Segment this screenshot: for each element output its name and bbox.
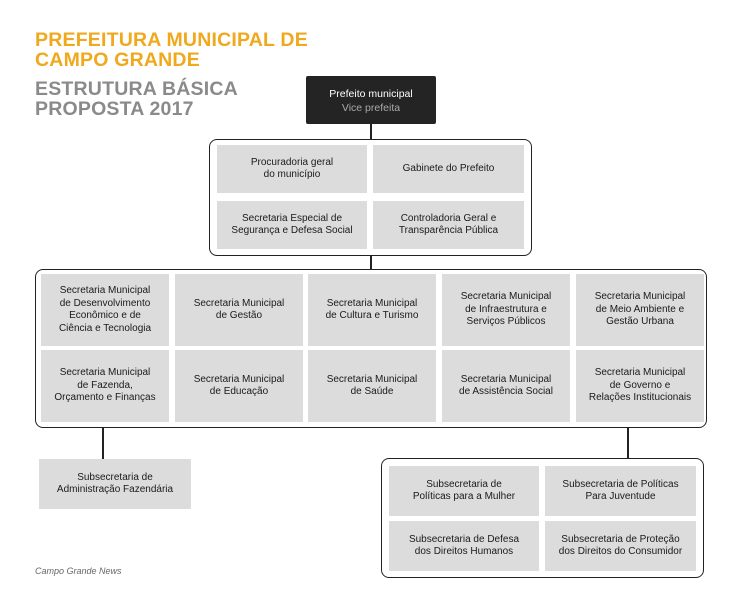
vice-mayor-title: Vice prefeita	[341, 102, 401, 114]
box-label: Gabinete do Prefeito	[402, 162, 495, 174]
box-label: Subsecretaria de Administração Fazendária	[56, 471, 174, 495]
page-subtitle	[35, 79, 238, 119]
box-label: Controladoria Geral e Transparência Pública	[398, 212, 499, 236]
connector-mayor-cabinet	[370, 124, 372, 140]
secretariat-box	[175, 274, 303, 346]
box-label: Secretaria Especial de Segurança e Defesa Social	[231, 212, 353, 236]
title-line-2: CAMPO GRANDE	[35, 49, 200, 71]
source-credit: Campo Grande News	[35, 566, 122, 576]
box-label: Subsecretaria de Políticas Para Juventude	[562, 478, 679, 502]
box-label: Secretaria Municipal de Saúde	[326, 373, 418, 397]
cabinet-box	[217, 145, 367, 193]
box-label: Secretaria Municipal de Fazenda, Orçamento e Finanças	[54, 367, 156, 404]
box-label: Subsecretaria de Proteção dos Direitos do Consumidor	[558, 533, 683, 557]
box-label: Subsecretaria de Políticas para a Mulher	[412, 478, 516, 502]
box-label: Secretaria Municipal de Infraestrutura e Serviços Públicos	[460, 291, 552, 328]
secretariat-box	[442, 274, 570, 346]
governo-subsecretariat	[389, 521, 539, 571]
box-label: Secretaria Municipal de Desenvolvimento Econômico e de Ciência e Tecnologia	[58, 285, 152, 334]
box-label: Secretaria Municipal de Cultura e Turismo	[325, 297, 419, 321]
cabinet-box	[373, 145, 524, 193]
connector-cabinet-secretariats	[370, 255, 372, 270]
governo-subsecretariat	[545, 521, 696, 571]
box-label: Secretaria Municipal de Assistência Social	[459, 373, 553, 397]
mayor-box	[306, 76, 436, 124]
title-line-1: PREFEITURA MUNICIPAL DE	[35, 29, 308, 51]
box-label: Secretaria Municipal de Educação	[193, 373, 285, 397]
box-label: Secretaria Municipal de Meio Ambiente e Gestão Urbana	[594, 291, 686, 328]
box-label: Procuradoria geral do município	[250, 156, 334, 180]
page-title	[35, 30, 308, 70]
governo-subsecretariat	[545, 466, 696, 516]
secretariat-box	[576, 350, 704, 422]
secretariat-box	[175, 350, 303, 422]
subtitle-line-2: PROPOSTA 2017	[35, 98, 194, 120]
governo-subsecretariat	[389, 466, 539, 516]
box-label: Subsecretaria de Defesa dos Direitos Humanos	[408, 533, 520, 557]
box-label: Secretaria Municipal de Gestão	[193, 297, 285, 321]
subsecretariat-fazenda	[39, 459, 191, 509]
secretariat-box	[308, 274, 436, 346]
cabinet-box	[373, 201, 524, 249]
secretariat-box	[442, 350, 570, 422]
subtitle-line-1: ESTRUTURA BÁSICA	[35, 78, 238, 100]
box-label: Secretaria Municipal de Governo e Relações Institucionais	[588, 367, 692, 404]
secretariat-box	[308, 350, 436, 422]
secretariat-box	[41, 274, 169, 346]
cabinet-box	[217, 201, 367, 249]
mayor-title: Prefeito municipal	[329, 88, 413, 100]
secretariat-box	[576, 274, 704, 346]
secretariat-box	[41, 350, 169, 422]
